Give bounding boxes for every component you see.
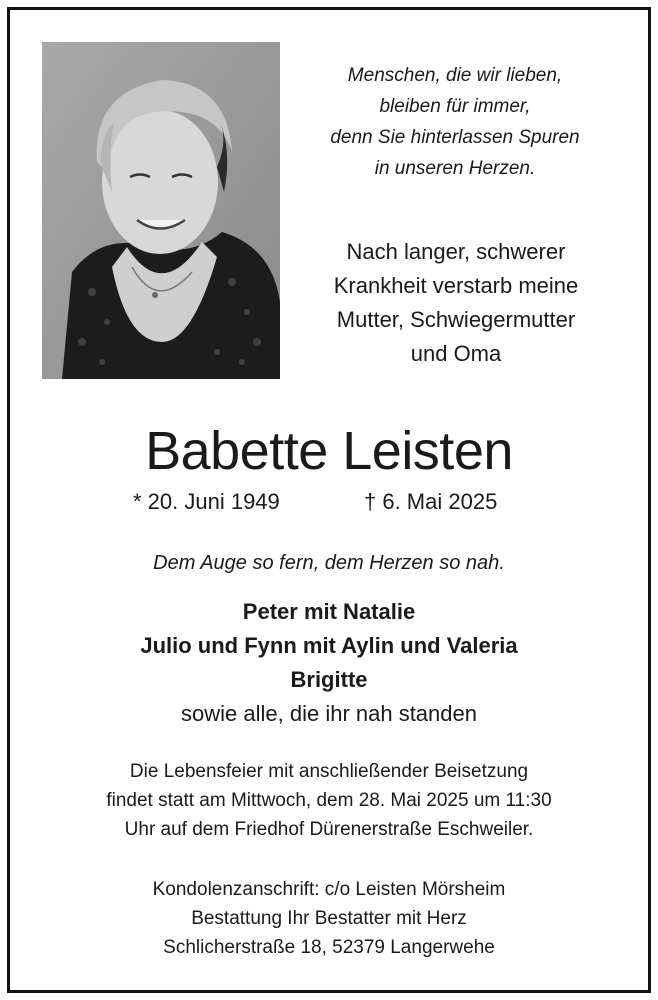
quote-line: denn Sie hinterlassen Spuren [330, 127, 580, 148]
condolence-line: Kondolenzanschrift: c/o Leisten Mörsheim [152, 879, 506, 900]
memorial-motto: Dem Auge so fern, dem Herzen so nah. [153, 552, 505, 574]
condolence-address [0, 875, 658, 962]
announcement-line: Mutter, Schwiegermutter [336, 307, 576, 332]
death-date: † 6. Mai 2025 [364, 489, 498, 514]
service-line: Die Lebensfeier mit anschließender Beisetzung [129, 761, 529, 782]
service-line: Uhr auf dem Friedhof Dürenerstraße Eschweiler. [124, 819, 534, 840]
mourner-line: Brigitte [290, 667, 368, 692]
announcement-line: Krankheit verstarb meine [333, 273, 579, 298]
death-announcement [296, 235, 616, 371]
mourner-line: Julio und Fynn mit Aylin und Valeria [140, 633, 518, 658]
memorial-quote [300, 60, 610, 184]
condolence-line: Bestattung Ihr Bestatter mit Herz [191, 908, 467, 929]
portrait-image [42, 42, 280, 379]
quote-line: Menschen, die wir lieben, [347, 65, 563, 86]
condolence-line: Schlicherstraße 18, 52379 Langerwehe [163, 937, 495, 958]
announcement-line: Nach langer, schwerer [346, 239, 566, 264]
mourner-line: Peter mit Natalie [242, 599, 416, 624]
quote-line: bleiben für immer, [379, 96, 531, 117]
portrait-photo [42, 42, 280, 379]
deceased-name: Babette Leisten [145, 421, 513, 481]
mourners-closing: sowie alle, die ihr nah standen [181, 701, 477, 726]
mourners-list [0, 595, 658, 731]
service-line: findet statt am Mittwoch, dem 28. Mai 2025 um 11:30 [106, 790, 552, 811]
funeral-service-info [0, 757, 658, 844]
birth-date: * 20. Juni 1949 [133, 489, 280, 514]
quote-line: in unseren Herzen. [374, 158, 536, 179]
announcement-line: und Oma [410, 341, 502, 366]
